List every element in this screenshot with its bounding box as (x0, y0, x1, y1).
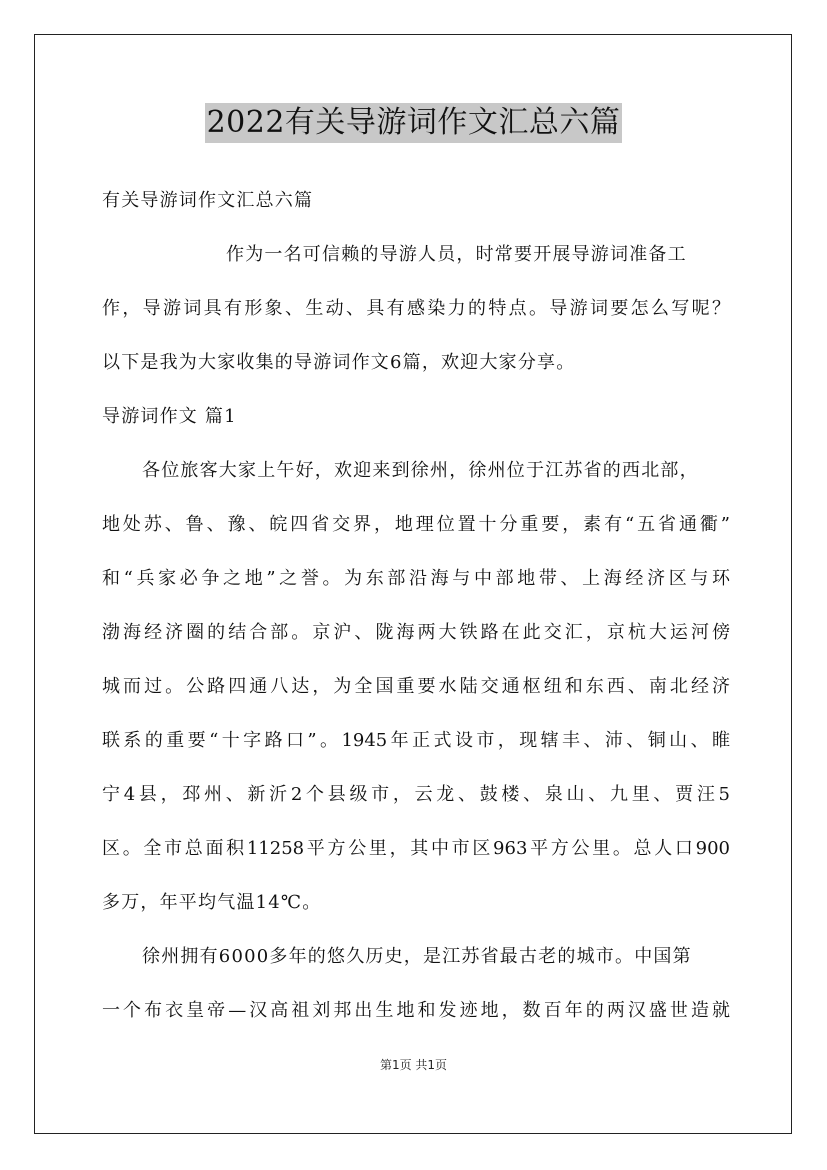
section-heading: 导游词作文 篇1 (102, 406, 237, 427)
paragraph-line: 多万，年平均气温14℃。 (102, 892, 322, 913)
paragraph-line: 城而过。公路四通八达，为全国重要水陆交通枢纽和东西、南北经济 (102, 676, 730, 697)
paragraph-line: 作，导游词具有形象、生动、具有感染力的特点。导游词要怎么写呢？ (102, 298, 730, 319)
paragraph-line: 宁4县，邳州、新沂2个县级市，云龙、鼓楼、泉山、九里、贾汪5 (102, 784, 730, 805)
paragraph-line: 以下是我为大家收集的导游词作文6篇，欢迎大家分享。 (102, 352, 576, 373)
paragraph-line: 联系的重要“十字路口”。1945年正式设市，现辖丰、沛、铜山、睢 (102, 730, 730, 751)
document-body (102, 174, 730, 1038)
paragraph-line: 地处苏、鲁、豫、皖四省交界，地理位置十分重要，素有“五省通衢” (102, 514, 730, 535)
paragraph-line: 作为一名可信赖的导游人员，时常要开展导游词准备工 (226, 244, 687, 265)
paragraph-line: 和“兵家必争之地”之誉。为东部沿海与中部地带、上海经济区与环 (102, 568, 730, 589)
paragraph-line: 区。全市总面积11258平方公里，其中市区963平方公里。总人口900 (102, 838, 730, 859)
document-title: 2022有关导游词作文汇总六篇 (205, 103, 623, 143)
paragraph-line: 一个布衣皇帝—汉高祖刘邦出生地和发迹地，数百年的两汉盛世造就 (102, 1000, 730, 1021)
subtitle-line: 有关导游词作文汇总六篇 (102, 190, 314, 211)
paragraph-line: 徐州拥有6000多年的悠久历史，是江苏省最古老的城市。中国第 (142, 946, 692, 967)
page-number-footer: 第1页 共1页 (379, 1058, 448, 1072)
paragraph-line: 渤海经济圈的结合部。京沪、陇海两大铁路在此交汇，京杭大运河傍 (102, 622, 730, 643)
document-title-block (0, 103, 827, 143)
paragraph-line: 各位旅客大家上午好，欢迎来到徐州，徐州位于江苏省的西北部， (142, 460, 699, 481)
